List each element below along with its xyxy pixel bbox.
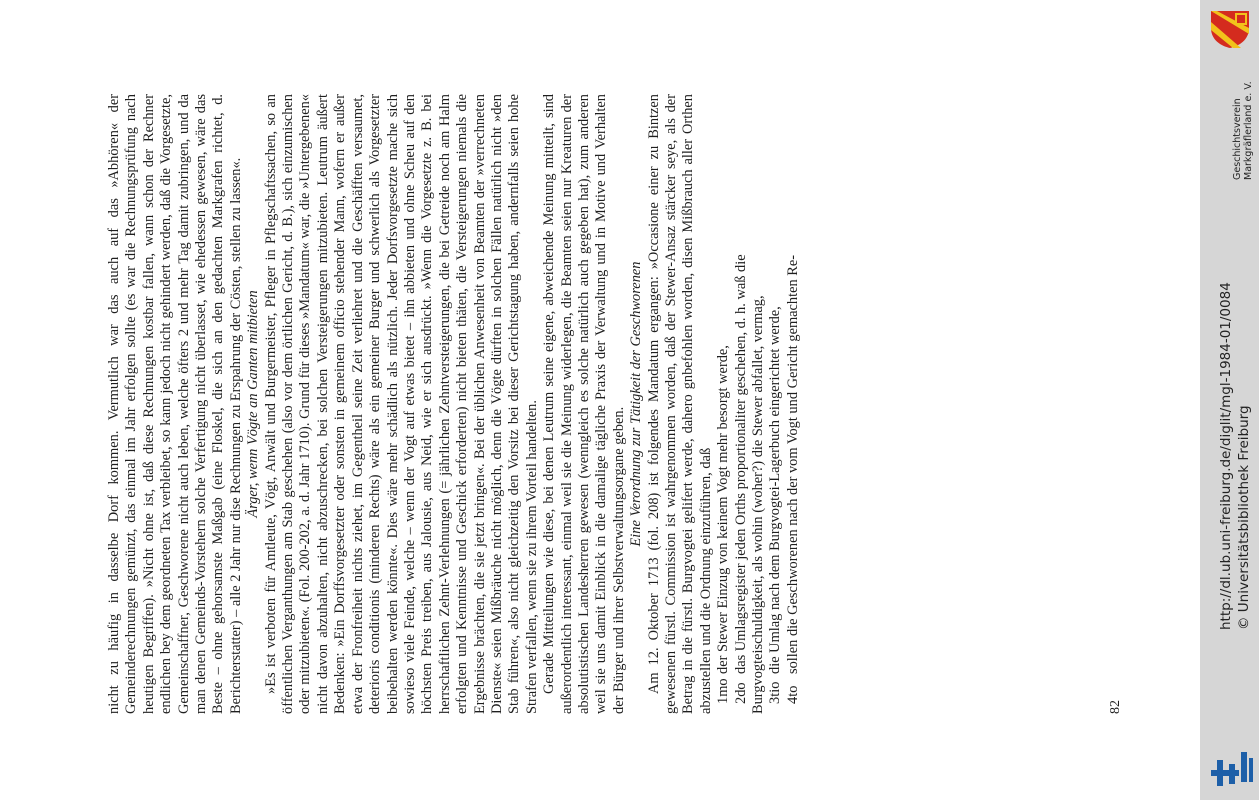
page-number: 82: [1108, 700, 1123, 714]
section-heading-2: Eine Verordnung zur Tätigkeit der Geschworenen: [628, 261, 645, 547]
list-item: 4to sollen die Geschworenen nach der vom Vogt und Gericht gemachten Re-: [784, 254, 801, 704]
university-library-logo-icon: [1209, 746, 1255, 790]
document-text: [106, 94, 802, 714]
copyright-text: © Universitätsbibliothek Freiburg: [1236, 405, 1252, 630]
list-item: Burgvogteischuldigkeit, als wohin (woher?) die Stewer abfallet, vermag,: [750, 295, 767, 714]
paragraph-top: nicht zu häufig in dasselbe Dorf kommen. Vermutlich war das auch auf das »Abhören« der Gemeinderechnungen gemünzt, das einmal im Jahr erfolgen sollte (es war die Rechnungsprüfung nach heutigen Begriffen). »Nicht ohne ist, daß diese Rechnungen kostbar fallen, wann schon der Rechner endlichen bey dem geordneten Tax verbleibet, so kann jedoch nicht gehindert werden, daß die Vorgesetzte, Gemeinschaffner, Geschworene nicht auch leben, welche öfters 2 und mehr Tag damit zubringen, und da man denen Gemeinds-Vorstehern solche Verfertigung nicht überlasset, wie ehedessen gewesen, wäre das Beste – ohne gehorsamste Maßgab (eine Floskel, die sich an den gedachten Markgrafen richtet, d. Berichterstatter) – alle 2 Jahr nur dise Rechnungen zu Erspahrung der Cösten, stellen zu lassen«.: [106, 94, 244, 714]
list-item: 3tio die Umlag nach dem Burgvogtei-Lagerbuch eingerichtet werde,: [767, 306, 784, 704]
society-name-line1: Geschichtsverein: [1232, 98, 1243, 180]
list-item: 2do das Umlagsregister jeden Orths proportionaliter geschehen, d. h. waß die: [732, 254, 749, 704]
coat-of-arms-icon: [1207, 8, 1253, 50]
viewer-sidebar: [1200, 0, 1259, 800]
rotated-sidebar: [1200, 0, 1259, 800]
paragraph-mid-2: Gerade Mitteilungen wie diese, bei denen Leutrum seine eigene, abweichende Meinung mitteilt, sind außerordentlich interessant, einmal weil sie die Meinung widerlegen, die Beamten seien nur Kreaturen der absolutistischen Landesherren gewesen (wenngleich es solche natürlich auch gegeben hat), zum anderen weil sie uns damit Einblick in die damalige tägliche Praxis der Verwaltung und in Motive und Verhalten der Bürger und ihrer Selbstverwaltungsorgane geben.: [541, 94, 627, 714]
list-item: 1mo der Stewer Einzug von keinem Vogt mehr besorgt werde,: [715, 345, 732, 704]
permalink-url[interactable]: http://dl.ub.uni-freiburg.de/diglit/mgl-1984-01/0084: [1218, 282, 1234, 630]
section-heading-1: Ärger, wenn Vögte an Ganten mitbieten: [245, 290, 262, 518]
paragraph-mid-1: »Es ist verboten für Amtleute, Vögt, Anwält und Burgermeister, Pfleger in Pflegschaftssachen, so an öffentlichen Verganthungen am Stab geschehen (also vor dem örtlichen Gericht, d. B.), sich einzumischen oder mitzubieten«. (Fol. 200-202, a. d. Jahr 1710). Grund für dieses »Mandatum« war, die »Untergebenen« nicht davon abzuhalten, nicht abzuschrecken, bei solchen Versteigerungen mitzubieten. Leutrum äußert Bedenken: »Ein Dorffsvorgesetzter oder sonsten in gemeinem officio stehender Mann, wofern er außer etwa der Fronfreiheit nichts ziehet, im Gegentheil seine Zeit verliehret und die Geschäfften versaumet, deterioris conditionis (minderen Rechts) wäre als ein gemeiner Burger und schwerlich als Vorgesetzter beibehalten werden könnte«. Dies wäre mehr schädlich als nützlich. Jeder Dorfsvorgesetzte mache sich sowieso viele Feinde, welche – wenn der Vogt auf etwas bietet – ihn abbieten und ohne Scheu auf den höchsten Preis treiben, aus Jalousie, aus Neid, wie er sich ausdrückt. »Wenn die Vorgesetzte z. B. bei herrschaftlichen Zehnt-Verlehnungen (= jährlichen Zehntversteigerungen, die bei Getreide noch am Halm erfolgten und Kenntnisse und Geschick erforderten) nicht bieten thäten, die Versteigerungen niemals die Ergebnisse brächten, die sie jetzt bringen«. Bei der üblichen Anwesenheit von Beamten der »verrechneten Dienste« seien Mißbräuche nicht möglich, denn die Vögte dürften in solchen Fällen natürlich nicht »den Stab führen«, also nicht gleichzeitig den Vorsitz bei dieser Gerichtstagung haben, andernfalls seien hohe Strafen verfallen, wenn sie zu ihrem Vorteil handelten.: [262, 94, 540, 714]
society-name-line2: Markgräflerland e. V.: [1243, 81, 1254, 180]
paragraph-bottom: Am 12. Oktober 1713 (fol. 208) ist folgendes Mandatum ergangen: »Occasione einer zu Bintzen gewesenen fürstl. Commission ist wahrgenommen worden, daß der Stewer-Ansaz stärcker seye, als der Betrag in die fürstl. Burgvogtei gelifert werde, dahero gnbefohlen worden, disen Mißbrauch aller Orthen abzustellen und die Ordnung einzuführen, daß: [645, 94, 714, 714]
